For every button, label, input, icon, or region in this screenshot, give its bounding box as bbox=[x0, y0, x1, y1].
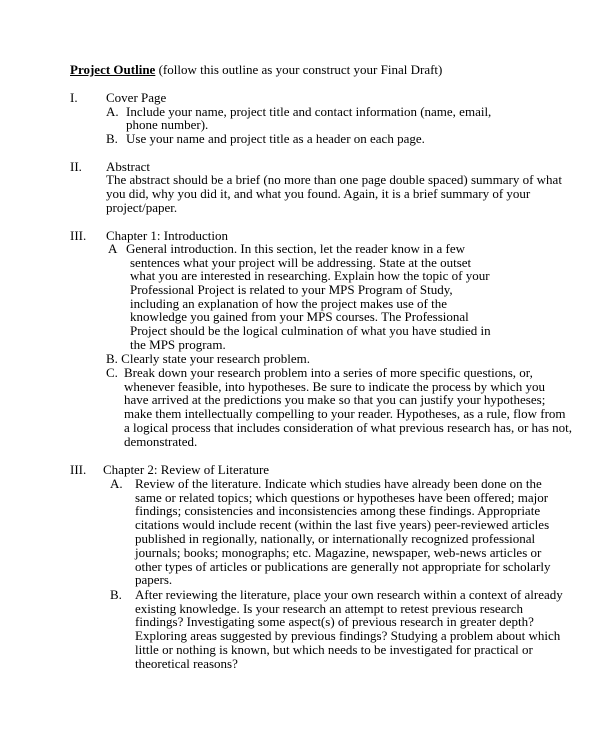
section-i-numeral: I. bbox=[70, 90, 78, 105]
section-iii-numeral: III. bbox=[70, 228, 87, 243]
section-iv-item-a-line: other types of articles or publications are generally not appropriate for scholarly bbox=[135, 559, 551, 574]
section-ii-line: The abstract should be a brief (no more than one page double spaced) summary of what bbox=[106, 172, 562, 187]
section-iv-item-a-line: citations would include recent (within the last five years) peer-reviewed articles bbox=[135, 517, 550, 532]
section-i-item-a-marker: A. bbox=[106, 104, 119, 119]
section-iv-item-b-line: Exploring areas suggested by previous findings? Studying a problem about which bbox=[135, 628, 561, 643]
section-i-title: Cover Page bbox=[106, 90, 167, 105]
section-i-item-a-line: phone number). bbox=[126, 117, 209, 132]
section-iii-item-a-line: Project should be the logical culmination of what you have studied in bbox=[130, 323, 491, 338]
section-ii-line: project/paper. bbox=[106, 200, 178, 215]
section-iv-item-b-line: little or nothing is known, but which needs to be investigated for practical or bbox=[135, 642, 533, 657]
section-ii-numeral: II. bbox=[70, 159, 82, 174]
section-iii-item-a-line: including an explanation of how the project makes use of the bbox=[130, 296, 447, 311]
section-iii-item-a-line: Professional Project is related to your MPS Program of Study, bbox=[130, 282, 453, 297]
heading-title: Project Outline bbox=[70, 62, 156, 77]
page-heading bbox=[70, 63, 442, 76]
section-iii-item-b: B. Clearly state your research problem. bbox=[106, 351, 310, 366]
section-i-item-b-marker: B. bbox=[106, 131, 118, 146]
section-iv-numeral: III. bbox=[70, 462, 87, 477]
section-iii-item-c-marker: C. bbox=[106, 365, 118, 380]
section-iii-item-a-line: General introduction. In this section, let the reader know in a few bbox=[126, 241, 465, 256]
section-iii-item-c-line: have arrived at the predictions you make so that you can justify your hypotheses; bbox=[124, 392, 546, 407]
section-iv-item-a-line: papers. bbox=[135, 572, 173, 587]
section-iii-item-a-line: knowledge you gained from your MPS courses. The Professional bbox=[130, 309, 469, 324]
section-iii-title: Chapter 1: Introduction bbox=[106, 228, 229, 243]
section-iv-item-a-marker: A. bbox=[110, 476, 123, 491]
section-iv-item-a-line: Review of the literature. Indicate which studies have already been done on the bbox=[135, 476, 542, 491]
section-iv-item-a-line: findings; consistencies and inconsistencies among these findings. Appropriate bbox=[135, 503, 541, 518]
section-iii-item-c-line: a logical process that includes consideration of what previous research has, or has not, bbox=[124, 420, 572, 435]
section-iv-item-b-line: After reviewing the literature, place your own research within a context of already bbox=[135, 587, 563, 602]
section-iv-item-b-line: theoretical reasons? bbox=[135, 656, 238, 671]
section-iii-item-a-marker: A bbox=[108, 241, 118, 256]
section-iv-item-b-marker: B. bbox=[110, 587, 122, 602]
section-iv-item-a-line: journals; books; monographs; etc. Magazine, newspaper, web-news articles or bbox=[135, 545, 542, 560]
section-i-item-b-line: Use your name and project title as a header on each page. bbox=[126, 131, 425, 146]
section-i-item-a-line: Include your name, project title and contact information (name, email, bbox=[126, 104, 492, 119]
section-iv-item-b-line: existing knowledge. Is your research an attempt to retest previous research bbox=[135, 601, 524, 616]
section-iii-item-c-line: demonstrated. bbox=[124, 434, 198, 449]
section-iv-title: Chapter 2: Review of Literature bbox=[103, 462, 270, 477]
section-iii-item-c-line: whenever feasible, into hypotheses. Be sure to indicate the process by which you bbox=[124, 379, 545, 394]
section-iii-item-a-line: sentences what your project will be addressing. State at the outset bbox=[130, 255, 472, 270]
section-iii-item-a-line: what you are interested in researching. Explain how the topic of your bbox=[130, 268, 490, 283]
section-iv-item-a-line: published in regionally, nationally, or internationally recognized professional bbox=[135, 531, 536, 546]
section-iii-item-a-line: the MPS program. bbox=[130, 337, 226, 352]
section-ii-line: you did, why you did it, and what you found. Again, it is a brief summary of your bbox=[106, 186, 531, 201]
section-ii-title: Abstract bbox=[106, 159, 151, 174]
section-iv-item-b-line: findings? Investigating some aspect(s) of previous research in greater depth? bbox=[135, 614, 534, 629]
section-iii-item-c-line: Break down your research problem into a series of more specific questions, or, bbox=[124, 365, 533, 380]
section-iii-item-c-line: make them intellectually compelling to your reader. Hypotheses, as a rule, flow from bbox=[124, 406, 566, 421]
heading-subtitle: (follow this outline as your construct your Final Draft) bbox=[158, 62, 443, 77]
section-iv-item-a-line: same or related topics; which questions or hypotheses have been offered; major bbox=[135, 490, 549, 505]
